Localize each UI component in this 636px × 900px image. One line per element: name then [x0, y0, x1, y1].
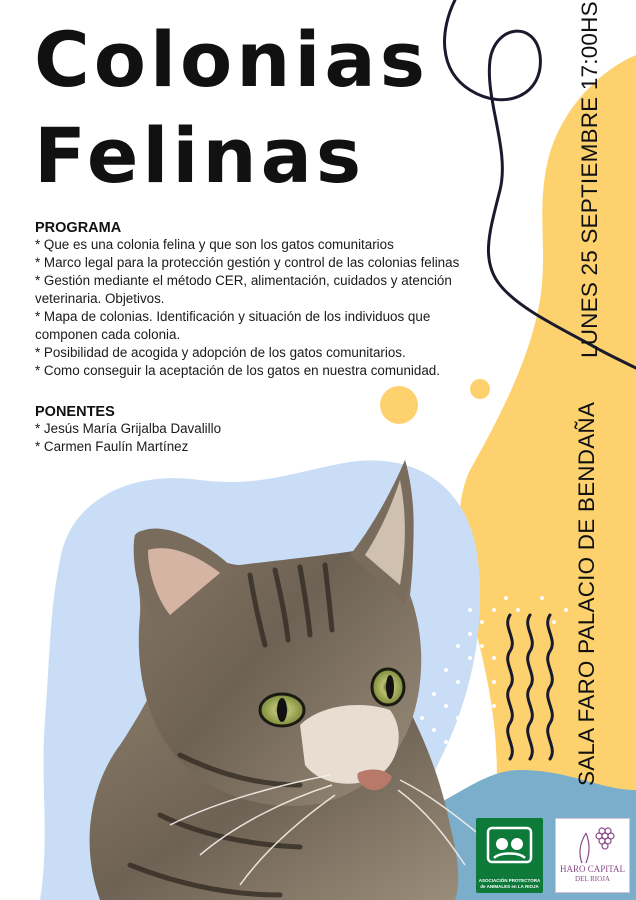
haro-logo-line-1: HARO CAPITAL: [559, 864, 626, 874]
ponentes-heading: PONENTES: [35, 404, 115, 420]
ponente-item: * Carmen Faulín Martínez: [35, 439, 189, 454]
programa-item: * Mapa de colonias. Identificación y situación de los individuos que: [35, 309, 431, 324]
programa-item: * Posibilidad de acogida y adopción de los gatos comunitarios.: [35, 345, 406, 360]
programa-item: * Que es una colonia felina y que son los gatos comunitarios: [35, 237, 394, 252]
ponentes-section: [35, 404, 355, 456]
programa-heading: PROGRAMA: [35, 220, 122, 236]
yellow-dot-large: [380, 386, 418, 424]
cat-photo: [60, 455, 500, 900]
programa-item: * Marco legal para la protección gestión y control de las colonias felinas: [35, 255, 460, 270]
apa-logo-text: ASOCIACIÓN PROTECTORA de ANIMALES en LA RIOJA: [478, 878, 541, 889]
programa-item: veterinaria. Objetivos.: [35, 291, 165, 306]
grapes-icon: [556, 819, 629, 867]
apa-emblem-icon: [476, 818, 543, 873]
event-date: LUNES 25 SEPTIEMBRE 17:00HS: [577, 1, 602, 358]
programa-section: [35, 220, 495, 380]
programa-item: * Gestión mediante el método CER, alimentación, cuidados y atención: [35, 273, 452, 288]
ponente-item: * Jesús María Grijalba Davalillo: [35, 421, 222, 436]
ponentes-list: [35, 420, 355, 456]
apa-logo: [476, 818, 543, 893]
haro-logo-text: [558, 864, 627, 884]
haro-logo: [555, 818, 630, 893]
yellow-dot-small: [470, 379, 490, 399]
title-line-2: Felinas: [34, 111, 366, 200]
programa-list: [35, 236, 495, 380]
event-place: SALA FARO PALACIO DE BENDAÑA: [574, 401, 599, 786]
programa-item: componen cada colonia.: [35, 327, 181, 342]
title-line-1: Colonias: [34, 15, 429, 104]
haro-logo-line-2: DEL RIOJA: [575, 875, 610, 883]
programa-item: * Como conseguir la aceptación de los gatos en nuestra comunidad.: [35, 363, 440, 378]
